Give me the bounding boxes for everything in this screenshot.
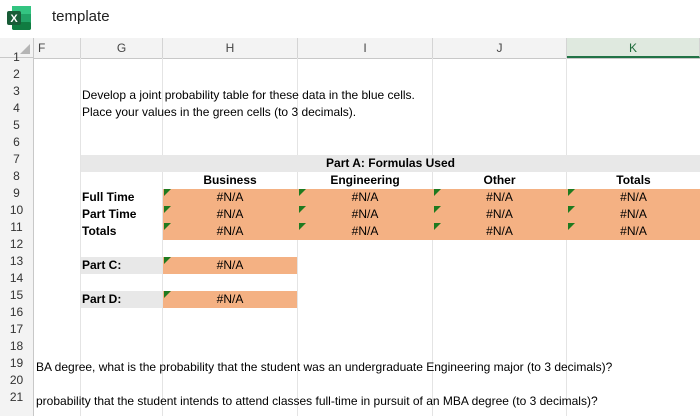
row-header[interactable]: 6	[13, 135, 20, 149]
cell-parttime-business[interactable]: #N/A	[216, 207, 244, 221]
column-header-f[interactable]: F	[34, 38, 81, 58]
instruction-line-2[interactable]: Place your values in the green cells (to 3 decimals).	[82, 105, 357, 119]
table-title[interactable]: Part A: Formulas Used	[326, 156, 455, 170]
part-d-value[interactable]: #N/A	[216, 292, 244, 306]
cell-totals-other[interactable]: #N/A	[486, 224, 513, 238]
window-title: template	[52, 8, 110, 25]
excel-app-icon[interactable]	[6, 5, 32, 31]
column-label-other[interactable]: Other	[483, 173, 516, 187]
row-header-bar	[0, 50, 34, 416]
part-c-label[interactable]: Part C:	[82, 258, 122, 272]
row-header[interactable]: 15	[9, 288, 24, 302]
title-bar	[0, 0, 700, 36]
instruction-line-1[interactable]: Develop a joint probability table for these data in the blue cells.	[82, 88, 415, 102]
row-header[interactable]: 12	[9, 237, 24, 251]
cell-parttime-other[interactable]: #N/A	[486, 207, 513, 221]
part-d-label[interactable]: Part D:	[82, 292, 122, 306]
row-header[interactable]: 11	[10, 220, 23, 234]
cell-fulltime-engineering[interactable]: #N/A	[351, 190, 379, 204]
row-header[interactable]: 8	[13, 169, 20, 183]
row-header[interactable]: 17	[9, 322, 24, 336]
cell-parttime-engineering[interactable]: #N/A	[351, 207, 379, 221]
row-label-full-time[interactable]: Full Time	[82, 190, 135, 204]
row-label-totals[interactable]: Totals	[82, 224, 117, 238]
excel-icon-letter: X	[10, 13, 18, 25]
worksheet-grid[interactable]	[34, 58, 700, 416]
row-header[interactable]: 7	[13, 152, 20, 166]
column-label-engineering[interactable]: Engineering	[330, 173, 400, 187]
row-header[interactable]: 3	[13, 84, 20, 98]
column-header-bar	[34, 38, 700, 59]
column-header-j[interactable]: J	[433, 38, 567, 58]
column-header-k[interactable]: K	[567, 38, 700, 58]
row-header[interactable]: 1	[13, 50, 20, 64]
row-header[interactable]: 2	[13, 67, 20, 81]
cell-totals-business[interactable]: #N/A	[216, 224, 244, 238]
row-header[interactable]: 9	[13, 186, 20, 200]
row-header[interactable]: 5	[13, 118, 20, 132]
cell-totals-totals[interactable]: #N/A	[620, 224, 647, 238]
column-label-business[interactable]: Business	[203, 173, 257, 187]
row-header[interactable]: 13	[9, 254, 24, 268]
row-header[interactable]: 20	[9, 373, 24, 387]
row-header[interactable]: 14	[9, 271, 24, 285]
cell-fulltime-totals[interactable]: #N/A	[620, 190, 647, 204]
column-header-i[interactable]: I	[298, 38, 433, 58]
column-label-totals[interactable]: Totals	[616, 173, 651, 187]
question-row-21[interactable]: probability that the student intends to attend classes full-time in pursuit of an MBA degree (to 3 decimals)?	[36, 394, 598, 408]
part-c-value[interactable]: #N/A	[216, 258, 244, 272]
row-header[interactable]: 10	[9, 203, 24, 217]
cell-fulltime-business[interactable]: #N/A	[216, 190, 244, 204]
column-header-h[interactable]: H	[163, 38, 298, 58]
row-header[interactable]: 4	[13, 101, 20, 115]
column-header-g[interactable]: G	[81, 38, 163, 58]
row-header[interactable]: 19	[9, 356, 24, 370]
question-row-19[interactable]: BA degree, what is the probability that the student was an undergraduate Engineering major (to 3 decimals)?	[36, 360, 613, 374]
row-header[interactable]: 18	[9, 339, 24, 353]
row-header[interactable]: 16	[9, 305, 24, 319]
row-header[interactable]: 21	[9, 390, 24, 404]
cell-totals-engineering[interactable]: #N/A	[351, 224, 379, 238]
cell-parttime-totals[interactable]: #N/A	[620, 207, 647, 221]
row-label-part-time[interactable]: Part Time	[82, 207, 137, 221]
cell-fulltime-other[interactable]: #N/A	[486, 190, 513, 204]
